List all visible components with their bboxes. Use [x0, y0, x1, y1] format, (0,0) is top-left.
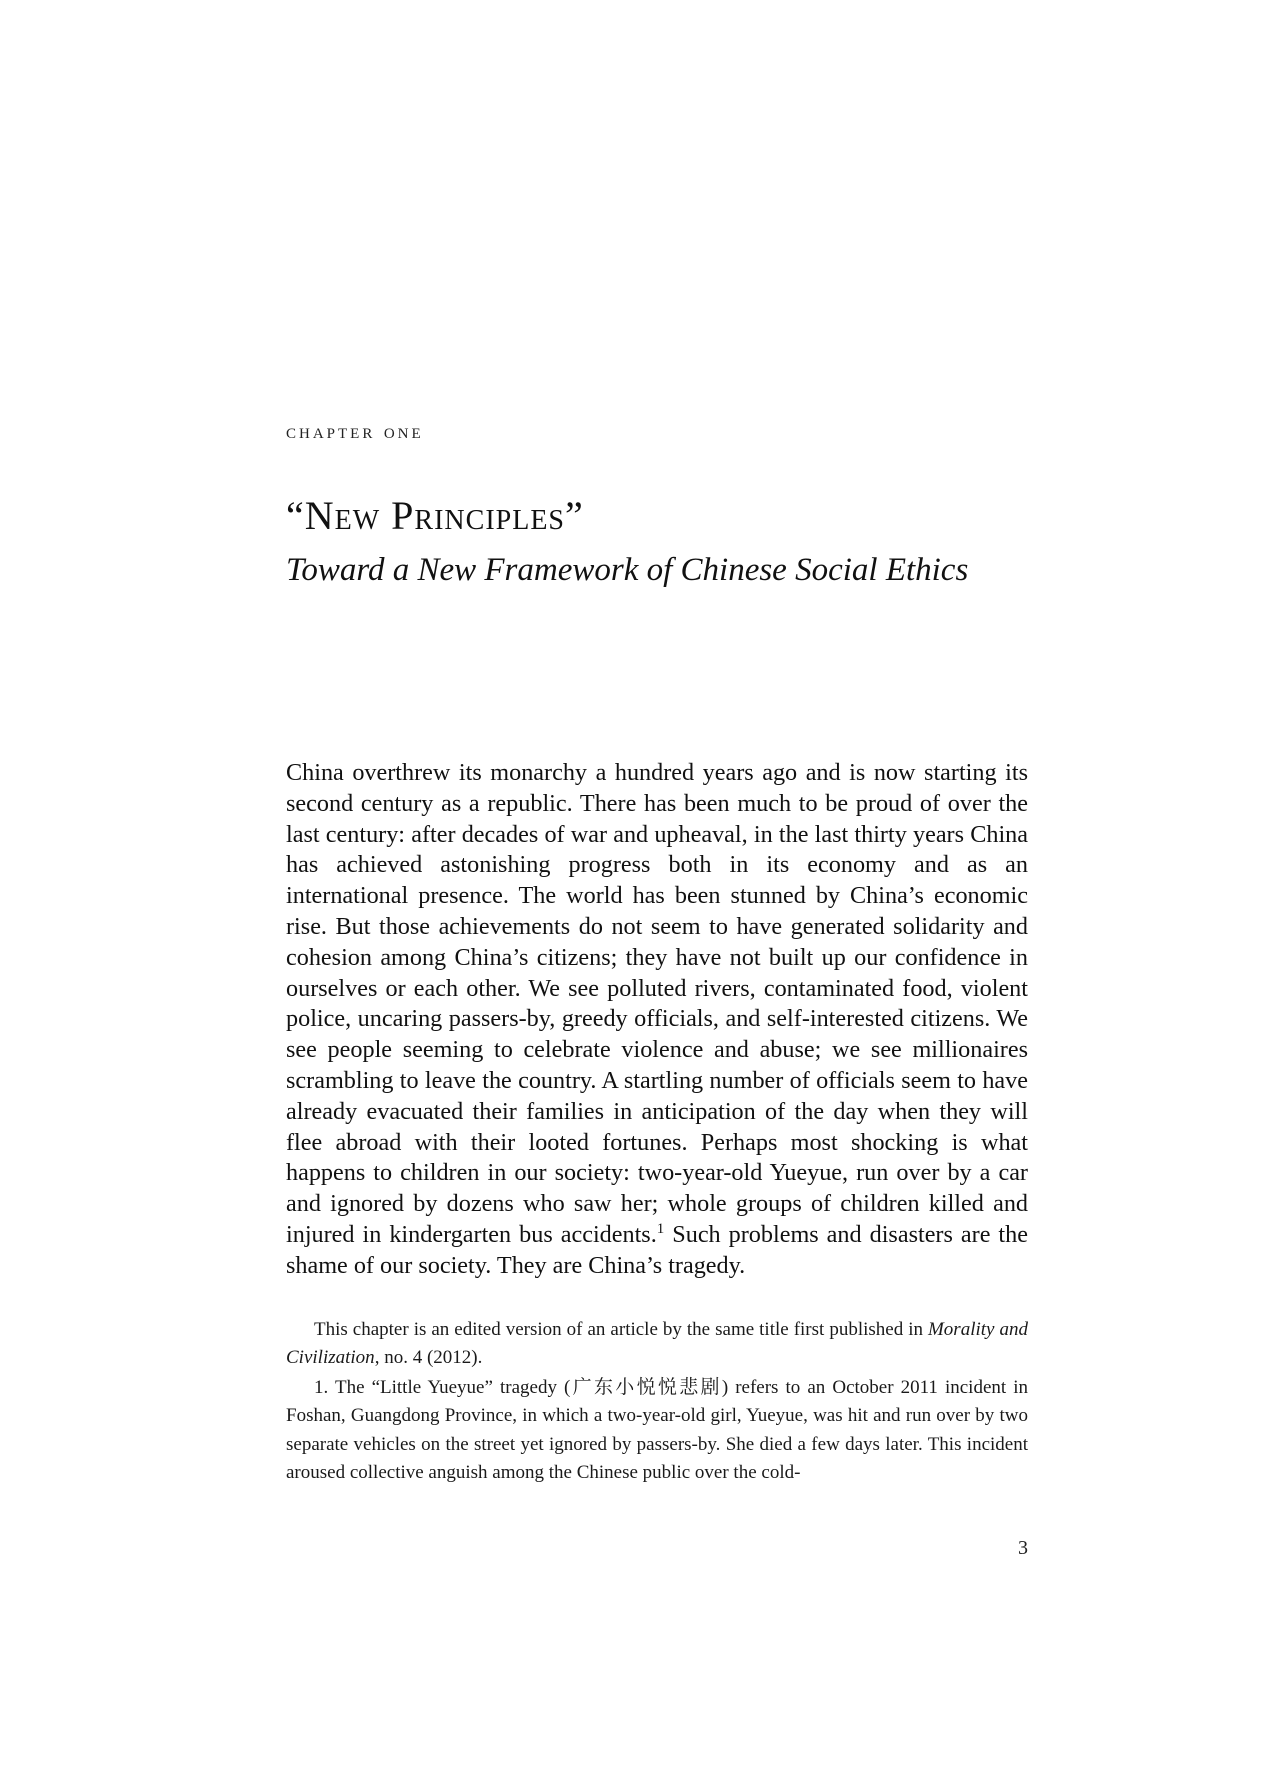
source-note-end: , no. 4 (2012).	[374, 1347, 483, 1369]
source-note	[286, 1316, 1028, 1373]
source-note-journal: Morality and Civilization	[286, 1319, 1028, 1369]
footnote-marker[interactable]: 1	[656, 1220, 665, 1237]
source-note-start: This chapter is an edited version of an article by the same title first published in	[314, 1319, 928, 1340]
body-paragraph	[286, 758, 1028, 1282]
page-number: 3	[1018, 1537, 1028, 1559]
chapter-label: chapter one	[286, 418, 424, 443]
footnote-1: 1. The “Little Yueyue” tragedy (广东小悦悦悲剧) refers to an October 2011 incident in Foshan, Guangdong Province, in which a two-year-old girl, Yueyue, was hit and run over by two separate vehicles on the street yet ignored by passers-by. She died a few days later. This incident aroused collective anguish among the Chinese public over the cold-	[286, 1376, 1028, 1484]
body-text-part-1: China overthrew its monarchy a hundred years ago and is now starting its second century as a republic. There has been much to be proud of over the last century: after decades of war and upheaval, in the last thirty years China has achieved astonishing progress both in its economy and as an international presence. The world has been stunned by China’s economic rise. But those achievements do not seem to have generated solidarity and cohesion among China’s citizens; they have not built up our confidence in ourselves or each other. We see polluted rivers, contaminated food, violent police, uncaring passers-by, greedy officials, and self-interested citizens. We see people seeming to celebrate violence and abuse; we see millionaires scrambling to leave the country. A startling number of officials seem to have already evacuated their families in anticipation of the day when they will flee abroad with their looted fortunes. Perhaps most shocking is what happens to children in our society: two-year-old Yueyue, run over by a car and ignored by dozens who saw her; whole groups of children killed and injured in kindergarten bus accidents.	[286, 759, 1028, 1248]
chapter-title: “New Principles”	[286, 493, 584, 538]
chapter-subtitle: Toward a New Framework of Chinese Social Ethics	[286, 552, 969, 588]
footnotes	[286, 1316, 1028, 1487]
body-text-part-2: Such problems and disasters are the shame of our society. They are China’s tragedy.	[286, 1220, 1028, 1279]
